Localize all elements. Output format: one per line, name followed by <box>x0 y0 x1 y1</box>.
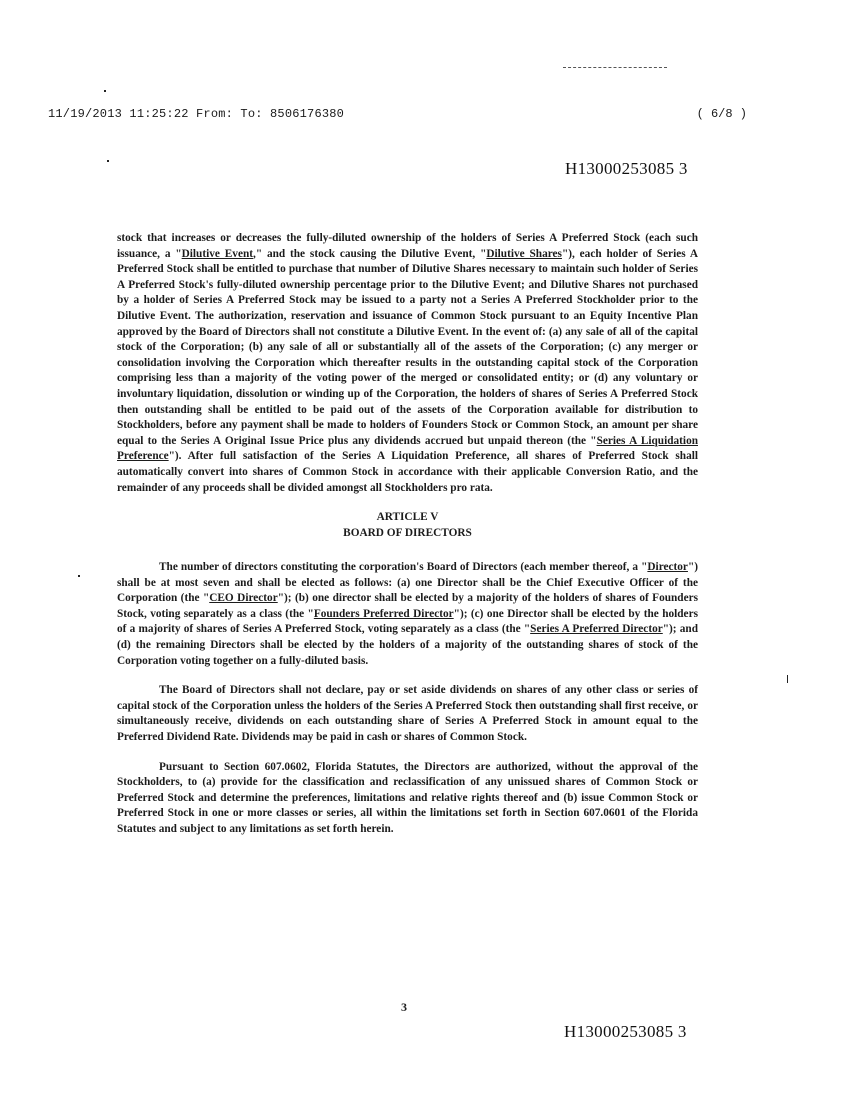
document-id-top: H13000253085 3 <box>565 159 688 178</box>
defined-term-series-a-preferred-director: Series A Preferred Director <box>530 623 663 636</box>
document-body <box>117 231 698 838</box>
fax-transmission-header: 11/19/2013 11:25:22 From: To: 8506176380 <box>48 107 345 121</box>
defined-term-dilutive-event: Dilutive Event <box>181 247 253 260</box>
scan-dash-artifact <box>563 67 667 69</box>
defined-term-director: Director <box>647 561 688 574</box>
document-id-bottom: H13000253085 3 <box>564 1022 687 1041</box>
defined-term-liquidation-preference: Series A Liquidation Preference <box>117 434 698 463</box>
page-number: 3 <box>401 1000 407 1014</box>
paragraph-dilutive-event: stock that increases or decreases the fully-diluted ownership of the holders of Series A Preferred Stock (each such issuance, a "Dilutive Event," and the stock causing the Dilutive Event, "Dilutive Shares"), each holder of Series A Preferred Stock shall be entitled to purchase that number of Dilutive Shares necessary to maintain such holder of Series A Preferred Stock's fully-diluted ownership percentage prior to the Dilutive Event; and Dilutive Shares not purchased by a holder of Series A Preferred Stock may be issued to a party not a Series A Preferred Stockholder prior to the Dilutive Event. The authorization, reservation and issuance of Common Stock pursuant to an Equity Incentive Plan approved by the Board of Directors shall not constitute a Dilutive Event. In the event of: (a) any sale of all of the capital stock of the Corporation; (b) any sale of all or substantially all of the assets of the Corporation; (c) any merger or consolidation involving the Corporation which thereafter results in the outstanding capital stock of the Corporation comprising less than a majority of the voting power of the merged or consolidated entity; or (d) any voluntary or involuntary liquidation, dissolution or winding up of the Corporation, the holders of shares of Series A Preferred Stock then outstanding shall be entitled to be paid out of the assets of the Corporation available for distribution to Stockholders, before any payment shall be made to holders of Founders Stock or Common Stock, an amount per share equal to the Series A Original Issue Price plus any dividends accrued but unpaid thereon (the "Series A Liquidation Preference"). After full satisfaction of the Series A Liquidation Preference, all shares of Preferred Stock shall automatically convert into shares of Common Stock in accordance with their applicable Conversion Ratio, and the remainder of any proceeds shall be divided amongst all Stockholders pro rata. <box>117 232 699 494</box>
fax-page-count: ( 6/8 ) <box>696 107 747 121</box>
scan-dot-artifact <box>787 675 788 683</box>
scan-dot-artifact <box>78 575 80 577</box>
paragraph-florida-statutes: Pursuant to Section 607.0602, Florida Statutes, the Directors are authorized, without the approval of the Stockholders, to (a) provide for the classification and reclassification of any unissued shares of Common Stock or Preferred Stock and determine the preferences, limitations and relative rights thereof and (b) issue Common Stock or Preferred Stock in one or more classes or series, all within the limitations set forth in Section 607.0601 of the Florida Statutes and subject to any limitations as set forth herein. <box>117 760 698 835</box>
paragraph-dividends: The Board of Directors shall not declare, pay or set aside dividends on shares of any other class or series of capital stock of the Corporation unless the holders of the Series A Preferred Stock then outstanding shall first receive, or simultaneously receive, dividends on each outstanding share of Series A Preferred Stock in amount equal to the Preferred Dividend Rate. Dividends may be paid in cash or shares of Common Stock. <box>117 684 698 744</box>
article-heading <box>117 509 698 541</box>
scan-dot-artifact <box>104 90 106 92</box>
paragraph-directors: The number of directors constituting the corporation's Board of Directors (each member thereof, a "Director") shall be at most seven and shall be elected as follows: (a) one Director shall be the Chief Executive Officer of the Corporation (the "CEO Director"); (b) one director shall be elected by a majority of the holders of shares of Founders Stock, voting separately as a class (the "Founders Preferred Director"); (c) one Director shall be elected by the holders of a majority of shares of Series A Preferred Stock, voting separately as a class (the "Series A Preferred Director"); and (d) the remaining Directors shall be elected by the holders of a majority of the outstanding shares of stock of the Corporation voting together on a fully-diluted basis. <box>117 561 698 667</box>
defined-term-dilutive-shares: Dilutive Shares <box>486 247 562 260</box>
article-title: BOARD OF DIRECTORS <box>343 527 472 540</box>
scan-dot-artifact <box>107 160 109 162</box>
article-number: ARTICLE V <box>376 511 439 524</box>
defined-term-founders-preferred-director: Founders Preferred Director <box>313 607 454 620</box>
defined-term-ceo-director: CEO Director <box>209 592 278 605</box>
